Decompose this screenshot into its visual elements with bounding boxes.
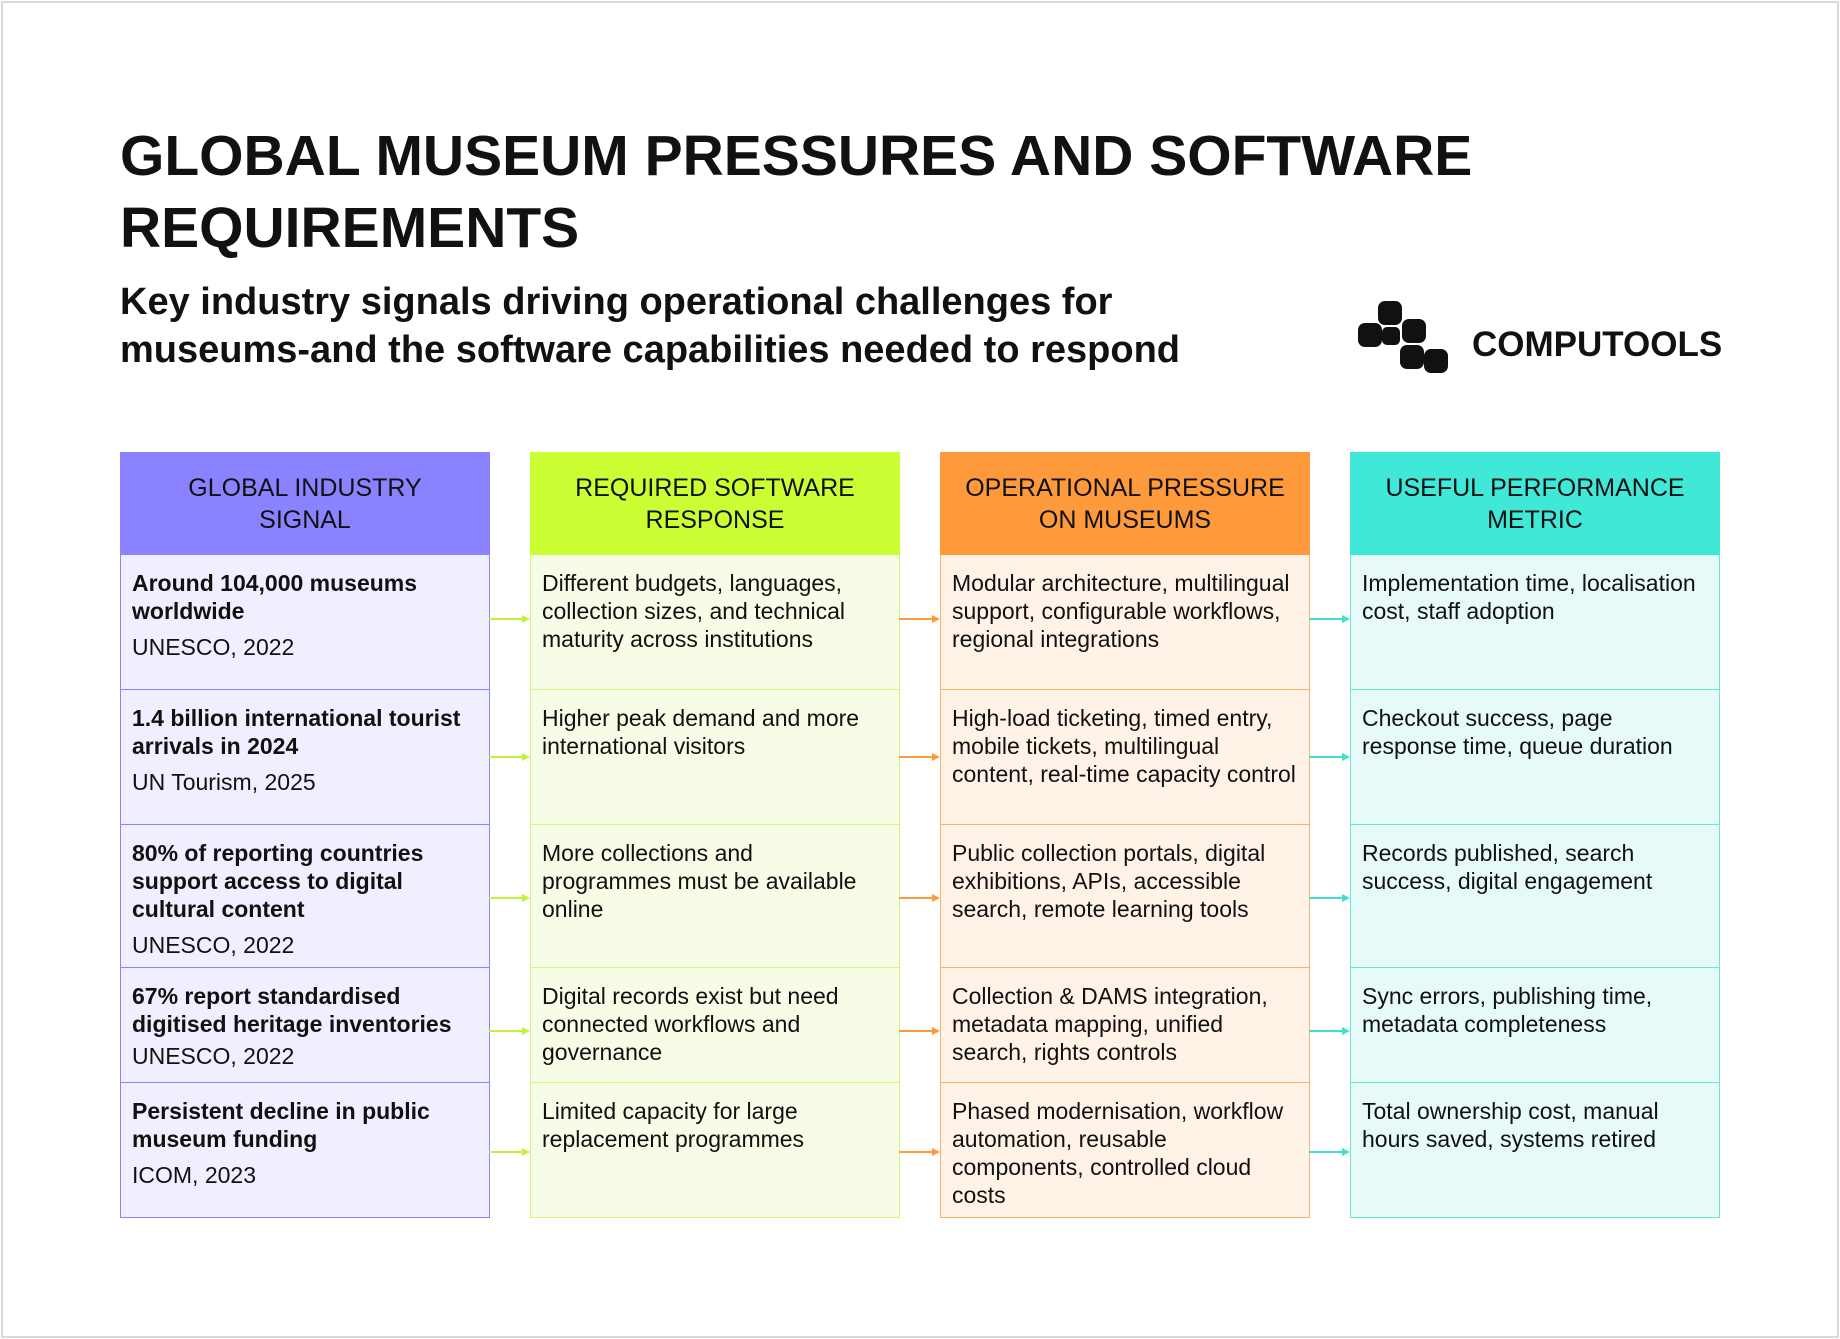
column-header (940, 452, 1310, 555)
signal-text: Around 104,000 museums worldwide (132, 570, 418, 624)
arrow-right-icon (1309, 893, 1350, 903)
response-cell (530, 968, 900, 1083)
metric-text: Implementation time, localisation cost, staff adoption (1362, 570, 1696, 624)
response-cell (530, 1083, 900, 1218)
arrow-right-icon (1309, 614, 1350, 624)
metric-cell (1350, 690, 1720, 825)
signal-text: 1.4 billion international tourist arrivals in 2024 (132, 705, 461, 759)
metric-cell (1350, 825, 1720, 968)
arrow-right-icon (489, 614, 530, 624)
response-text: Higher peak demand and more international visitors (542, 705, 860, 759)
signal-source: UNESCO, 2022 (132, 1043, 295, 1069)
header-line: REQUIRED SOFTWARE (575, 473, 855, 502)
metric-cell (1350, 555, 1720, 690)
column-operational-pressure (940, 452, 1310, 1208)
pressure-text: Collection & DAMS integration, metadata mapping, unified search, rights controls (952, 983, 1268, 1065)
pressure-text: High-load ticketing, timed entry, mobile tickets, multilingual content, real-time capacity control (952, 705, 1296, 787)
page-title: GLOBAL MUSEUM PRESSURES AND SOFTWARE REQUIREMENTS (120, 124, 1473, 260)
arrow-right-icon (899, 1026, 940, 1036)
signal-source: UNESCO, 2022 (132, 932, 295, 958)
pressure-text: Modular architecture, multilingual support, configurable workflows, regional integrations (952, 570, 1290, 652)
signal-cell (120, 968, 490, 1083)
header-line: RESPONSE (645, 505, 785, 534)
signal-text: 80% of reporting countries support access to digital cultural content (132, 840, 424, 922)
response-cell (530, 825, 900, 968)
metric-cell (1350, 968, 1720, 1083)
arrow-right-icon (899, 1147, 940, 1157)
metric-text: Sync errors, publishing time, metadata completeness (1362, 983, 1653, 1037)
metric-cell (1350, 1083, 1720, 1218)
arrow-right-icon (489, 1147, 530, 1157)
header-line: ON MUSEUMS (1038, 505, 1212, 534)
response-cell (530, 690, 900, 825)
pressure-text: Public collection portals, digital exhibitions, APIs, accessible search, remote learning tools (952, 840, 1266, 922)
column-useful-performance-metric (1350, 452, 1720, 1152)
signal-text: Persistent decline in public museum funding (132, 1098, 430, 1152)
pressure-cell (940, 1083, 1310, 1218)
signal-cell (120, 555, 490, 690)
page-subtitle (120, 278, 1320, 374)
computools-logo-icon (1356, 299, 1450, 377)
pressure-text: Phased modernisation, workflow automation, reusable components, controlled cloud costs (952, 1098, 1284, 1208)
pressure-cell (940, 825, 1310, 968)
computools-logo (1356, 298, 1726, 378)
header-line: SIGNAL (259, 505, 351, 534)
pressure-cell (940, 968, 1310, 1083)
signal-text: 67% report standardised digitised heritage inventories (132, 983, 452, 1037)
metric-text: Records published, search success, digital engagement (1362, 840, 1653, 894)
response-cell (530, 555, 900, 690)
header-line: METRIC (1487, 505, 1583, 534)
arrow-right-icon (899, 614, 940, 624)
arrow-right-icon (1309, 752, 1350, 762)
arrow-right-icon (899, 893, 940, 903)
column-header (1350, 452, 1720, 555)
column-global-industry-signal (120, 452, 490, 1188)
arrow-right-icon (1309, 1147, 1350, 1157)
subtitle-line: museums-and the software capabilities needed to respond (120, 329, 1181, 371)
signal-source: UN Tourism, 2025 (132, 769, 316, 795)
signal-cell (120, 690, 490, 825)
signal-source: ICOM, 2023 (132, 1162, 256, 1188)
arrow-right-icon (1309, 1026, 1350, 1036)
metric-text: Checkout success, page response time, queue duration (1362, 705, 1673, 759)
column-header (530, 452, 900, 555)
response-text: Different budgets, languages, collection sizes, and technical maturity across institutions (542, 570, 845, 652)
response-text: Limited capacity for large replacement programmes (542, 1098, 805, 1152)
arrow-right-icon (899, 752, 940, 762)
header-line: OPERATIONAL PRESSURE (965, 473, 1285, 502)
signal-cell (120, 1083, 490, 1218)
header-line: GLOBAL INDUSTRY (188, 473, 422, 502)
column-header (120, 452, 490, 555)
response-text: More collections and programmes must be available online (542, 840, 857, 922)
arrow-right-icon (489, 752, 530, 762)
pressure-cell (940, 690, 1310, 825)
arrow-right-icon (489, 1026, 530, 1036)
signal-cell (120, 825, 490, 968)
signal-source: UNESCO, 2022 (132, 634, 295, 660)
arrow-right-icon (489, 893, 530, 903)
subtitle-line: Key industry signals driving operational challenges for (120, 281, 1113, 323)
response-text: Digital records exist but need connected workflows and governance (542, 983, 839, 1065)
pressure-cell (940, 555, 1310, 690)
logo-wordmark: COMPUTOOLS (1472, 325, 1723, 364)
header-line: USEFUL PERFORMANCE (1385, 473, 1685, 502)
metric-text: Total ownership cost, manual hours saved, systems retired (1362, 1098, 1659, 1152)
column-required-software-response (530, 452, 900, 1152)
